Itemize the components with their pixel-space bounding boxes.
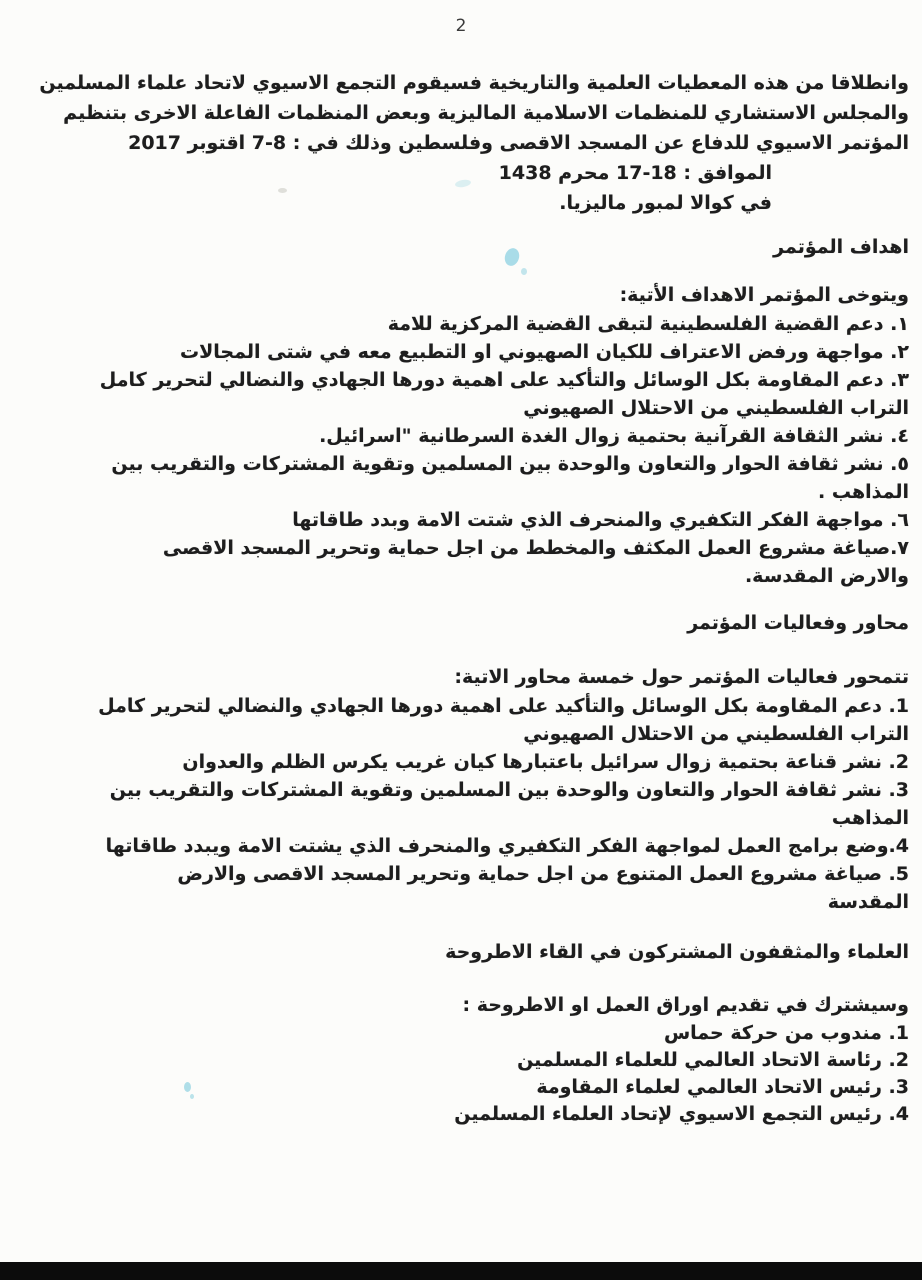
text-line: ٦. مواجهة الفكر التكفيري والمنحرف الذي شتت الامة وبدد طاقاتها: [292, 509, 909, 531]
text-line: المذاهب .: [818, 481, 909, 503]
text-line: 4. رئيس التجمع الاسيوي لإتحاد العلماء المسلمين: [454, 1103, 909, 1125]
section-conference-goals: [13, 232, 909, 590]
text-line: ٥. نشر ثقافة الحوار والتعاون والوحدة بين المسلمين وتقوية المشتركات والتقريب بين: [111, 453, 909, 475]
text-line: في كوالا لمبور ماليزيا.: [559, 192, 772, 214]
text-line: ٢. مواجهة ورفض الاعتراف للكيان الصهيوني او التطبيع معه في شتى المجالات: [180, 341, 909, 363]
opening-paragraph: [13, 68, 909, 218]
document-body: [13, 68, 909, 1128]
text-line: 1. مندوب من حركة حماس: [663, 1022, 909, 1044]
scan-bottom-bar: [0, 1262, 922, 1280]
section-intro: تتمحور فعاليات المؤتمر حول خمسة محاور الاتية:: [454, 666, 909, 688]
text-line: وانطلاقا من هذه المعطيات العلمية والتاريخية فسيقوم التجمع الاسيوي لاتحاد علماء المسلمين: [39, 72, 909, 94]
text-line: 2. رئاسة الاتحاد العالمي للعلماء المسلمين: [517, 1049, 909, 1071]
section-participants: [13, 937, 909, 1128]
text-line: ١. دعم القضية الفلسطينية لتبقى القضية المركزية للامة: [387, 313, 909, 335]
text-line: 3. نشر ثقافة الحوار والتعاون والوحدة بين المسلمين وتقوية المشتركات والتقريب بين: [109, 779, 909, 801]
text-line: ٧.صياغة مشروع العمل المكثف والمخطط من اجل حماية وتحرير المسجد الاقصى: [162, 537, 909, 559]
text-line: المذاهب: [831, 807, 909, 829]
themes-list: [13, 692, 909, 916]
text-line: 3. رئيس الاتحاد العالمي لعلماء المقاومة: [536, 1076, 909, 1098]
text-line: 4.وضع برامج العمل لمواجهة الفكر التكفيري والمنحرف الذي يشتت الامة ويبدد طاقاتها: [105, 835, 909, 857]
text-line: ٣. دعم المقاومة بكل الوسائل والتأكيد على اهمية دورها الجهادي والنضالي لتحرير كامل: [99, 369, 909, 391]
text-line: 2. نشر قناعة بحتمية زوال سرائيل باعتبارها كيان غريب يكرس الظلم والعدوان: [182, 751, 909, 773]
section-heading: اهداف المؤتمر: [773, 236, 909, 258]
participants-list: [13, 1020, 909, 1128]
text-line: الموافق : 18-17 محرم 1438: [498, 162, 772, 184]
section-heading: محاور وفعاليات المؤتمر: [687, 612, 909, 634]
text-line: 1. دعم المقاومة بكل الوسائل والتأكيد على اهمية دورها الجهادي والنضالي لتحرير كامل: [98, 695, 909, 717]
section-heading: العلماء والمثقفون المشتركون في القاء الاطروحة: [445, 941, 909, 963]
section-intro: ويتوخى المؤتمر الاهداف الأتية:: [619, 284, 909, 306]
section-intro: وسيشترك في تقديم اوراق العمل او الاطروحة :: [462, 994, 909, 1016]
text-line: المقدسة: [827, 891, 909, 913]
text-line: 5. صياغة مشروع العمل المتنوع من اجل حماية وتحرير المسجد الاقصى والارض: [177, 863, 909, 885]
text-line: ٤. نشر الثقافة القرآنية بحتمية زوال الغدة السرطانية "اسرائيل.: [319, 425, 909, 447]
text-line: والمجلس الاستشاري للمنظمات الاسلامية الماليزية وبعض المنظمات الفاعلة الاخرى بتنظيم: [63, 102, 909, 124]
page-number: 2: [455, 16, 467, 36]
text-line: التراب الفلسطيني من الاحتلال الصهيوني: [523, 723, 909, 745]
text-line: التراب الفلسطيني من الاحتلال الصهيوني: [523, 397, 909, 419]
goals-list: [13, 310, 909, 590]
section-conference-themes: [13, 608, 909, 916]
text-line: والارض المقدسة.: [744, 565, 909, 587]
text-line: المؤتمر الاسيوي للدفاع عن المسجد الاقصى وفلسطين وذلك في : 8-7 اقتوبر 2017: [128, 132, 909, 154]
